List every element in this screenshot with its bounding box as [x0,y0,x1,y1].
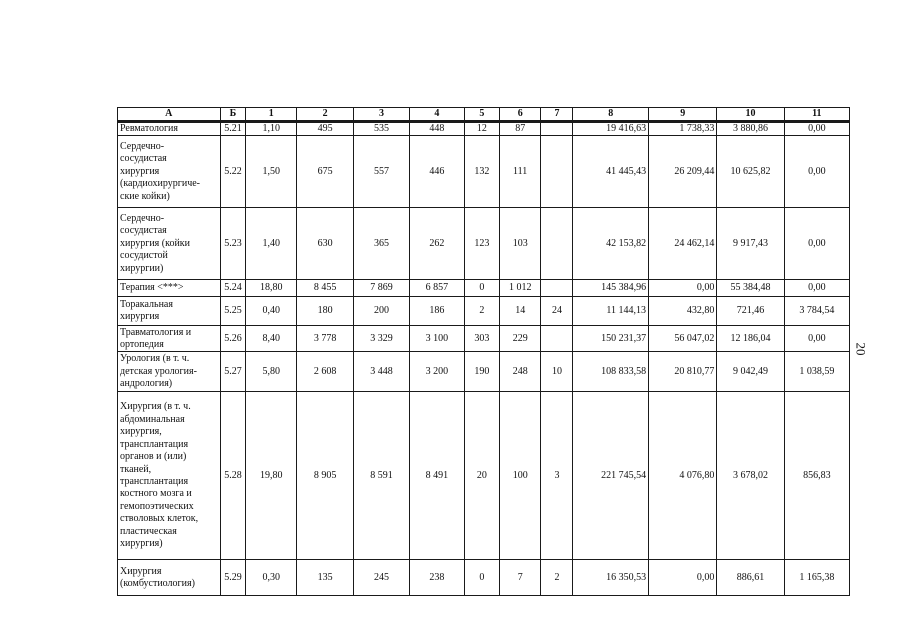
value-cell-2: 675 [297,136,354,208]
code-cell: 5.29 [220,560,246,596]
value-cell-11: 856,83 [784,392,849,560]
value-cell-1: 1,40 [246,208,297,280]
value-cell-7 [541,136,573,208]
value-cell-4: 448 [409,122,464,136]
value-cell-11: 0,00 [784,208,849,280]
value-cell-10: 721,46 [717,297,784,326]
row-name-cell [118,136,221,208]
row-name-line: Сердечно- [120,140,165,152]
column-header: А [118,108,221,122]
value-cell-2: 495 [297,122,354,136]
value-cell-5: 2 [464,297,499,326]
value-cell-1: 0,30 [246,560,297,596]
value-cell-11: 0,00 [784,326,849,352]
table-header [118,108,850,122]
row-name-line: хирургии) [120,262,164,274]
value-cell-4: 3 100 [409,326,464,352]
row-name-line: хирургия (койки [120,237,191,249]
value-cell-5: 0 [464,560,499,596]
row-name-line: сосудистой [120,250,168,262]
column-header: 4 [409,108,464,122]
value-cell-7 [541,326,573,352]
value-cell-5: 0 [464,280,499,297]
value-cell-10: 886,61 [717,560,784,596]
row-name-line: Ревматология [120,123,179,134]
row-name-line: сосудистая [120,225,167,237]
value-cell-6: 7 [499,560,540,596]
table-row [118,208,850,280]
table-row [118,297,850,326]
code-cell: 5.25 [220,297,246,326]
value-cell-3: 3 329 [354,326,410,352]
code-cell: 5.27 [220,352,246,392]
row-name-cell [118,392,221,560]
value-cell-5: 132 [464,136,499,208]
row-name-cell [118,352,221,392]
value-cell-8: 108 833,58 [573,352,649,392]
value-cell-3: 557 [354,136,410,208]
value-cell-5: 20 [464,392,499,560]
value-cell-5: 190 [464,352,499,392]
value-cell-4: 262 [409,208,464,280]
value-cell-10: 12 186,04 [717,326,784,352]
value-cell-8: 11 144,13 [573,297,649,326]
row-name-line: Урология (в т. ч. [120,353,190,365]
column-header: 7 [541,108,573,122]
value-cell-10: 3 678,02 [717,392,784,560]
code-cell: 5.26 [220,326,246,352]
value-cell-9: 26 209,44 [649,136,717,208]
value-cell-10: 3 880,86 [717,122,784,136]
value-cell-7 [541,280,573,297]
value-cell-6: 1 012 [499,280,540,297]
value-cell-8: 16 350,53 [573,560,649,596]
value-cell-5: 303 [464,326,499,352]
value-cell-6: 87 [499,122,540,136]
value-cell-5: 123 [464,208,499,280]
row-name-line: хирургия) [120,537,163,549]
value-cell-7: 3 [541,392,573,560]
column-header: 5 [464,108,499,122]
value-cell-2: 2 608 [297,352,354,392]
row-name-line: трансплантация [120,475,189,487]
value-cell-1: 18,80 [246,280,297,297]
table-row [118,560,850,596]
code-cell: 5.22 [220,136,246,208]
value-cell-7 [541,208,573,280]
row-name-line: детская урология- [120,365,197,377]
value-cell-4: 186 [409,297,464,326]
value-cell-10: 55 384,48 [717,280,784,297]
row-name-line: пластическая [120,525,177,537]
row-name-line: абдоминальная [120,413,185,425]
value-cell-8: 145 384,96 [573,280,649,297]
value-cell-11: 1 038,59 [784,352,849,392]
table-row [118,136,850,208]
value-cell-6: 229 [499,326,540,352]
column-header: 8 [573,108,649,122]
table-body [118,122,850,596]
row-name-line: (комбустиология) [120,577,195,589]
value-cell-3: 200 [354,297,410,326]
value-cell-4: 8 491 [409,392,464,560]
value-cell-9: 0,00 [649,280,717,297]
row-name-line: тканей, [120,463,152,475]
row-name-cell [118,297,221,326]
row-name-line: андрология) [120,378,173,390]
value-cell-11: 0,00 [784,136,849,208]
value-cell-1: 19,80 [246,392,297,560]
row-name-line: костного мозга и [120,488,192,500]
column-header: 11 [784,108,849,122]
value-cell-2: 135 [297,560,354,596]
row-name-cell [118,208,221,280]
value-cell-9: 0,00 [649,560,717,596]
row-name-line: Торакальная [120,299,173,310]
value-cell-8: 150 231,37 [573,326,649,352]
value-cell-1: 1,10 [246,122,297,136]
value-cell-10: 9 917,43 [717,208,784,280]
value-cell-6: 100 [499,392,540,560]
value-cell-6: 248 [499,352,540,392]
tariff-table [117,107,850,596]
value-cell-11: 1 165,38 [784,560,849,596]
value-cell-9: 24 462,14 [649,208,717,280]
value-cell-4: 238 [409,560,464,596]
row-name-line: Терапия <***> [120,282,184,294]
value-cell-7: 24 [541,297,573,326]
value-cell-3: 3 448 [354,352,410,392]
value-cell-3: 8 591 [354,392,410,560]
value-cell-7: 10 [541,352,573,392]
value-cell-5: 12 [464,122,499,136]
row-name-cell [118,326,221,352]
code-cell: 5.24 [220,280,246,297]
value-cell-10: 10 625,82 [717,136,784,208]
value-cell-9: 1 738,33 [649,122,717,136]
column-header: 3 [354,108,410,122]
value-cell-9: 432,80 [649,297,717,326]
table-row [118,392,850,560]
value-cell-11: 0,00 [784,122,849,136]
row-name-line: ортопедия [120,338,164,350]
row-name-line: сосудистая [120,153,167,165]
row-name-line: трансплантация [120,438,189,450]
value-cell-11: 0,00 [784,280,849,297]
value-cell-3: 365 [354,208,410,280]
column-header: 1 [246,108,297,122]
column-header: 9 [649,108,717,122]
row-name-line: стволовых клеток, [120,513,199,525]
value-cell-8: 42 153,82 [573,208,649,280]
value-cell-2: 3 778 [297,326,354,352]
row-name-line: Хирургия (в т. ч. [120,401,191,413]
column-header: 6 [499,108,540,122]
value-cell-3: 245 [354,560,410,596]
value-cell-1: 0,40 [246,297,297,326]
row-name-cell [118,122,221,136]
value-cell-10: 9 042,49 [717,352,784,392]
value-cell-9: 20 810,77 [649,352,717,392]
row-name-line: Травматология и [120,326,192,338]
column-header: 2 [297,108,354,122]
value-cell-11: 3 784,54 [784,297,849,326]
value-cell-4: 6 857 [409,280,464,297]
value-cell-2: 180 [297,297,354,326]
value-cell-1: 1,50 [246,136,297,208]
value-cell-9: 4 076,80 [649,392,717,560]
column-header: 10 [717,108,784,122]
row-name-line: Сердечно- [120,212,165,224]
value-cell-4: 446 [409,136,464,208]
column-header: Б [220,108,246,122]
value-cell-4: 3 200 [409,352,464,392]
code-cell: 5.23 [220,208,246,280]
value-cell-2: 8 455 [297,280,354,297]
value-cell-6: 14 [499,297,540,326]
value-cell-2: 630 [297,208,354,280]
row-name-cell [118,280,221,297]
table-row [118,326,850,352]
value-cell-7: 2 [541,560,573,596]
code-cell: 5.21 [220,122,246,136]
value-cell-6: 111 [499,136,540,208]
row-name-line: хирургия, [120,426,162,438]
row-name-line: ские койки) [120,190,170,202]
value-cell-1: 5,80 [246,352,297,392]
header-row [118,108,850,122]
row-name-line: Хирургия [120,565,162,577]
value-cell-2: 8 905 [297,392,354,560]
row-name-line: хирургия [120,165,160,177]
row-name-cell [118,560,221,596]
value-cell-6: 103 [499,208,540,280]
value-cell-1: 8,40 [246,326,297,352]
table-row [118,122,850,136]
page-number: 20 [853,342,869,356]
row-name-line: органов и (или) [120,451,187,463]
value-cell-8: 41 445,43 [573,136,649,208]
table-row [118,352,850,392]
value-cell-3: 7 869 [354,280,410,297]
row-name-line: (кардиохирургиче- [120,178,201,190]
value-cell-8: 221 745,54 [573,392,649,560]
value-cell-8: 19 416,63 [573,122,649,136]
code-cell: 5.28 [220,392,246,560]
row-name-line: гемопоэтических [120,500,194,512]
value-cell-7 [541,122,573,136]
value-cell-9: 56 047,02 [649,326,717,352]
row-name-line: хирургия [120,311,160,323]
table-row [118,280,850,297]
value-cell-3: 535 [354,122,410,136]
